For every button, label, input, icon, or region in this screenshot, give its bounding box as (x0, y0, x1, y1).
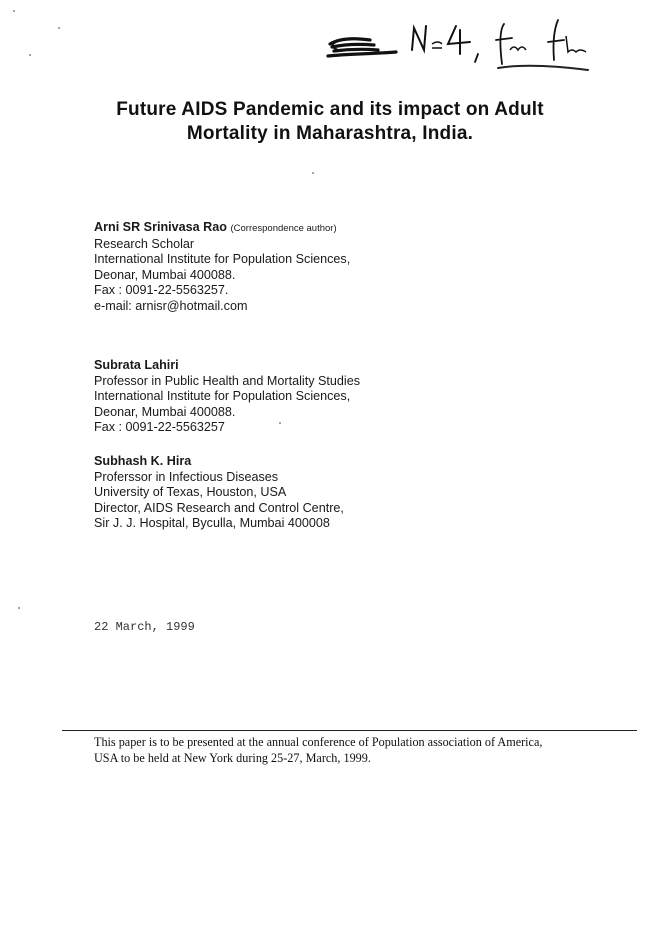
author-affiliation-line: Research Scholar (94, 236, 195, 251)
author-affiliation-line: Deonar, Mumbai 400088. (94, 267, 236, 282)
footnote-line-1: This paper is to be presented at the annual conference of Population association of America, (94, 735, 543, 749)
author-name-line (94, 220, 350, 237)
author-affiliation-line: Sir J. J. Hospital, Byculla, Mumbai 400008 (94, 516, 330, 531)
author-affiliation-line: Proferssor in Infectious Diseases (94, 469, 279, 484)
title-line-1: Future AIDS Pandemic and its impact on Adult (116, 99, 544, 120)
author-affiliation-line: Deonar, Mumbai 400088. (94, 404, 236, 419)
author-affiliation-line: University of Texas, Houston, USA (94, 485, 287, 500)
author-block-3 (94, 454, 344, 532)
author-name: Subrata Lahiri (94, 358, 179, 372)
author-affiliation-line: International Institute for Population Sciences, (94, 252, 351, 267)
scan-speck (13, 10, 15, 12)
document-date: 22 March, 1999 (94, 620, 195, 634)
footnote (94, 735, 634, 766)
author-name: Arni SR Srinivasa Rao (94, 220, 227, 234)
scan-speck (18, 607, 20, 609)
scan-speck (279, 422, 281, 424)
author-name: Subhash K. Hira (94, 454, 192, 468)
footnote-line-2: USA to be held at New York during 25-27, March, 1999. (94, 750, 371, 765)
author-affiliation-line: International Institute for Population Sciences, (94, 389, 351, 404)
author-affiliation-line: Director, AIDS Research and Control Centre, (94, 500, 344, 515)
author-fax: Fax : 0091-22-5563257 (94, 420, 225, 435)
author-block-2 (94, 358, 360, 436)
title-line-2: Mortality in Maharashtra, India. (186, 123, 474, 144)
footnote-divider (62, 730, 637, 731)
handwriting-scribble-icon (326, 14, 596, 74)
author-email: e-mail: arnisr@hotmail.com (94, 298, 248, 313)
correspondence-note: (Correspondence author) (230, 223, 337, 234)
scan-speck (312, 172, 314, 174)
handwritten-annotation (326, 14, 596, 74)
scan-speck (29, 54, 31, 56)
paper-title (100, 98, 560, 146)
author-affiliation-line: Professor in Public Health and Mortality Studies (94, 373, 360, 388)
author-fax: Fax : 0091-22-5563257. (94, 283, 229, 298)
author-block-1 (94, 220, 350, 315)
scan-speck (58, 27, 60, 29)
